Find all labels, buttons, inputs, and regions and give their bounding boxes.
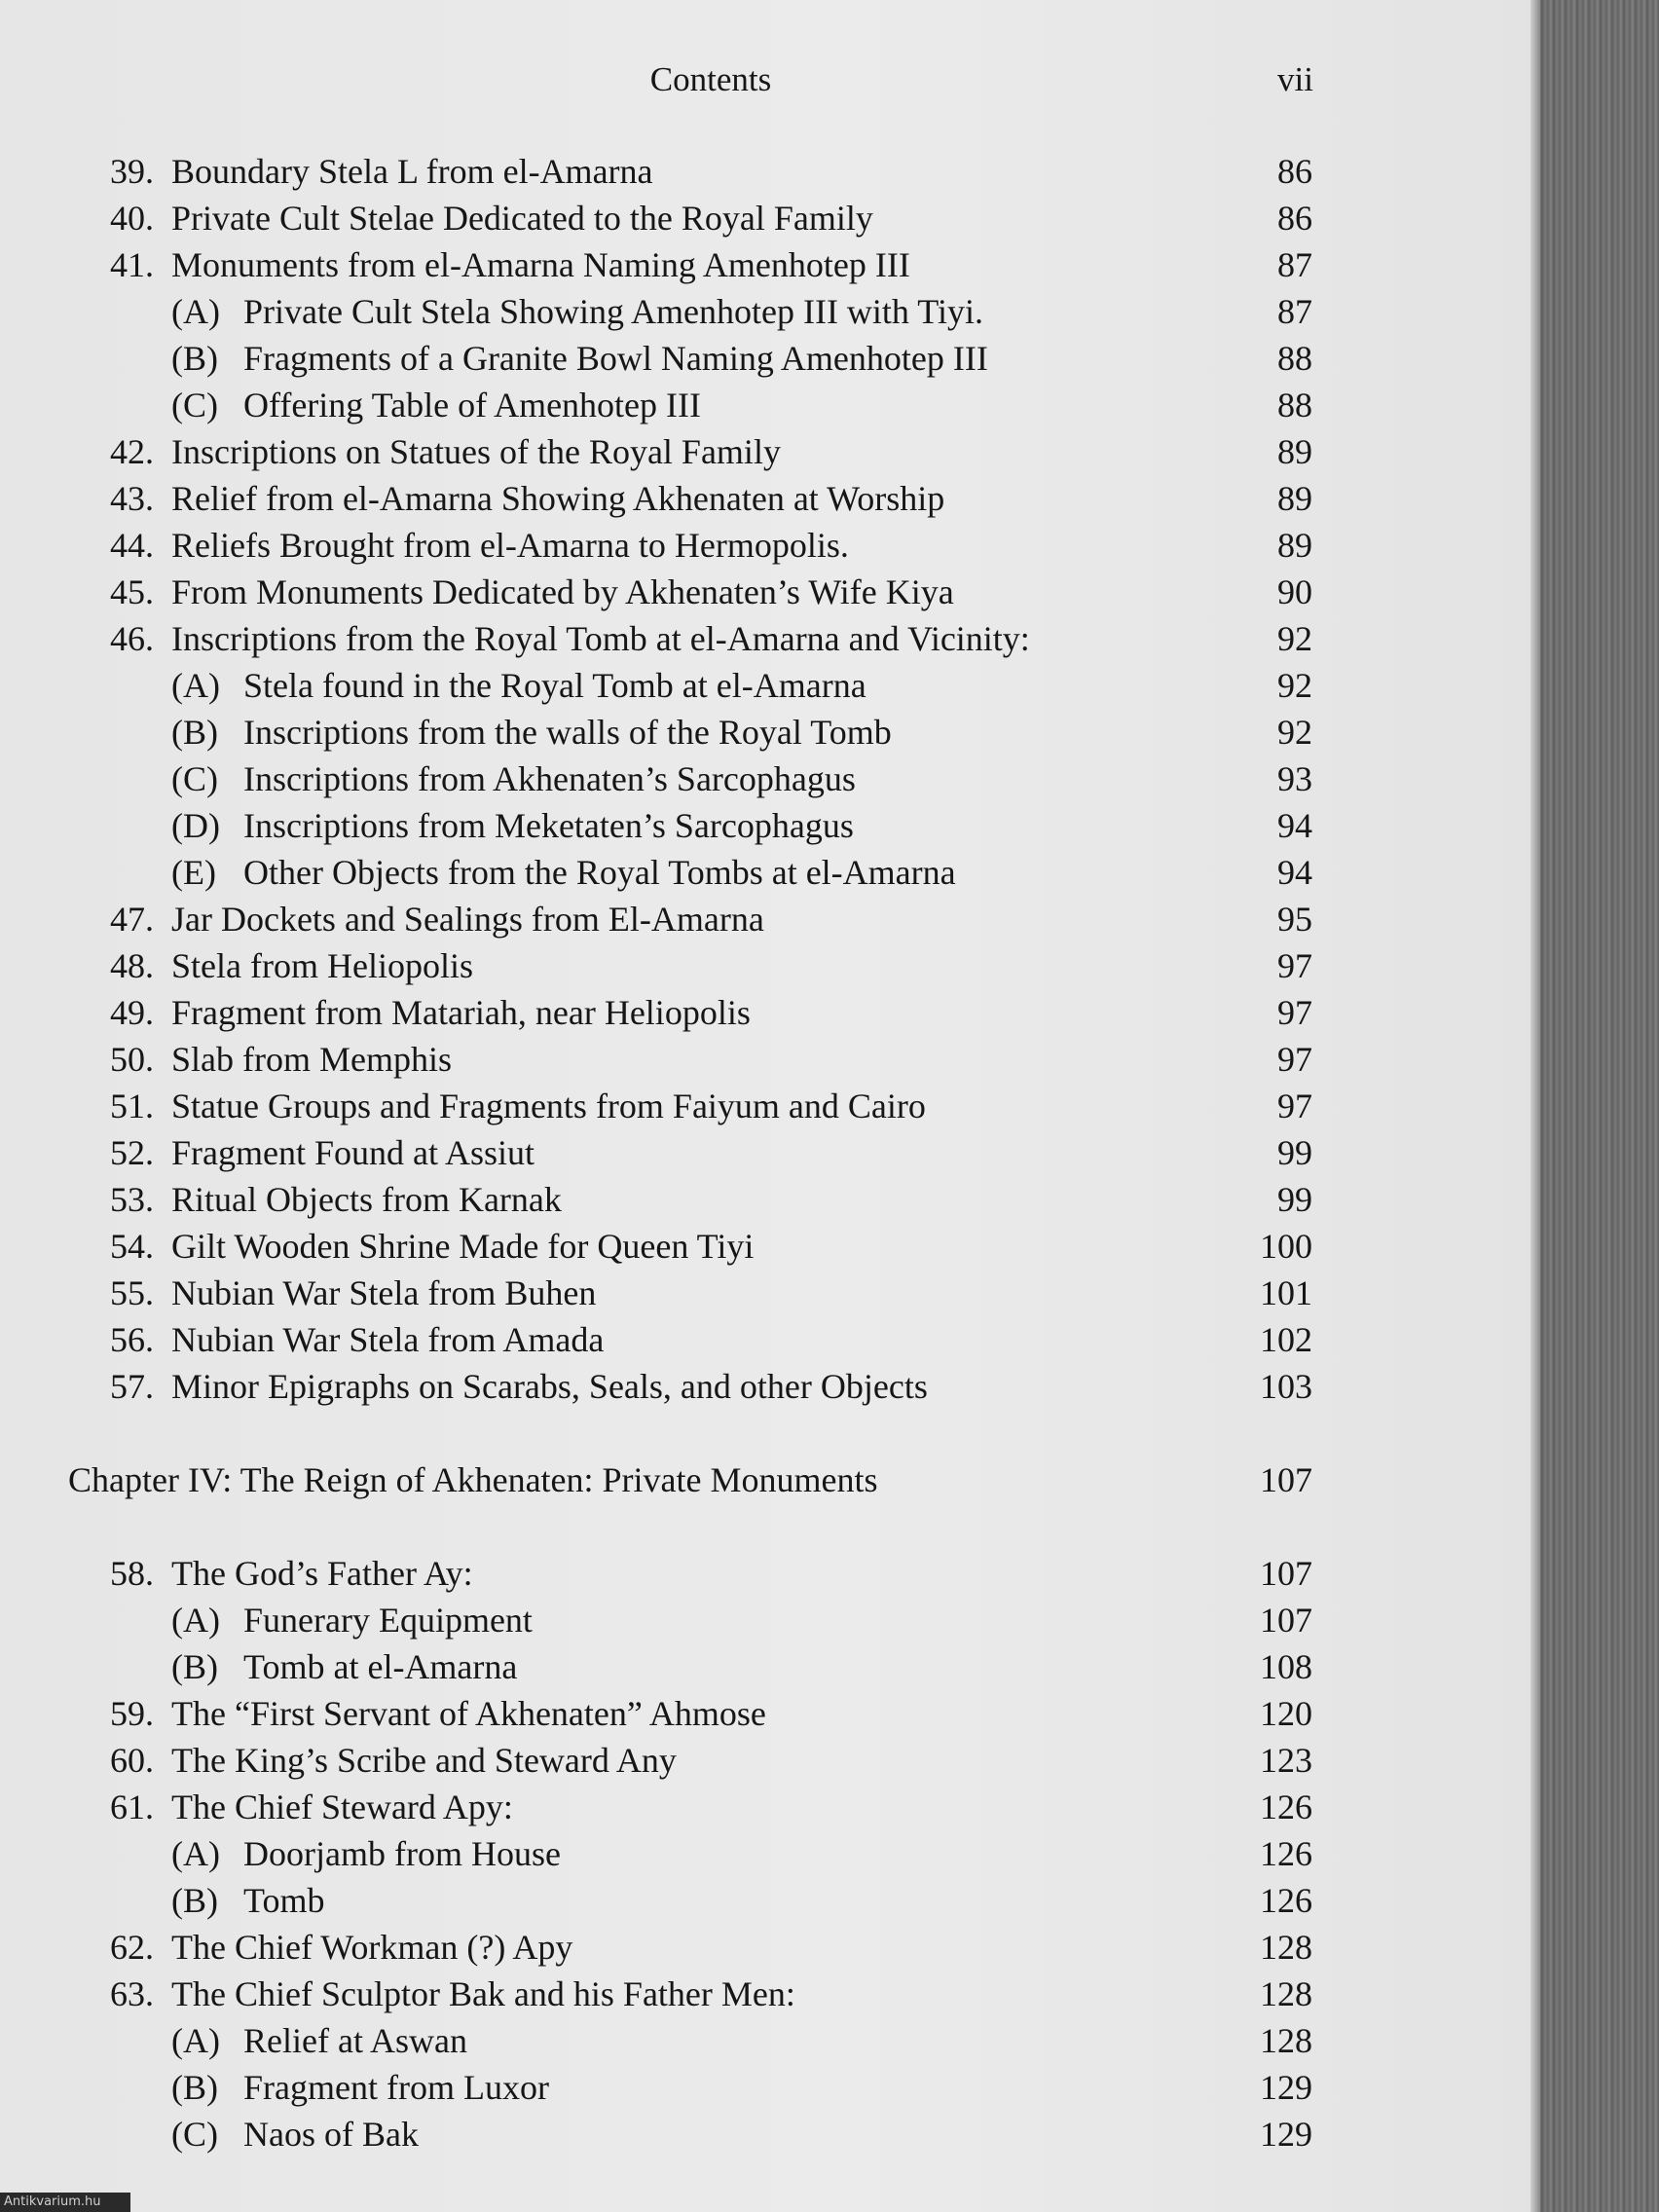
- toc-entry-number: 58.: [110, 1554, 154, 1593]
- toc-entry-number: 42.: [110, 432, 154, 471]
- toc-entry-title: Private Cult Stelae Dedicated to the Royal Family: [171, 199, 873, 238]
- toc-page-number: 97: [1277, 946, 1312, 985]
- toc-entry-title: Fragments of a Granite Bowl Naming Amenhotep III: [243, 339, 988, 378]
- table-of-contents: [0, 148, 1530, 2157]
- running-header: [0, 56, 1530, 105]
- toc-subentry: [0, 802, 1530, 849]
- toc-entry-title: Doorjamb from House: [243, 1834, 561, 1873]
- toc-page-number: 107: [1260, 1460, 1312, 1499]
- toc-page-number: 87: [1277, 245, 1312, 284]
- toc-entry-number: 60.: [110, 1741, 154, 1780]
- toc-entry: [0, 475, 1530, 522]
- toc-page-number: 99: [1277, 1180, 1312, 1219]
- toc-entry-title: The King’s Scribe and Steward Any: [171, 1741, 677, 1780]
- toc-entry: [0, 1036, 1530, 1083]
- toc-entry-title: Relief at Aswan: [243, 2021, 467, 2060]
- toc-entry-title: Inscriptions from Meketaten’s Sarcophagus: [243, 806, 854, 845]
- toc-entry-title: The Chief Steward Apy:: [171, 1788, 513, 1826]
- toc-subentry: [0, 849, 1530, 896]
- toc-entry: [0, 1690, 1530, 1737]
- toc-entry-number: (A): [171, 292, 220, 331]
- toc-entry-title: The Chief Sculptor Bak and his Father Men:: [171, 1974, 795, 2013]
- toc-page-number: 128: [1260, 1928, 1312, 1967]
- toc-entry-number: 41.: [110, 245, 154, 284]
- toc-subentry: [0, 1643, 1530, 1690]
- toc-page-number: 97: [1277, 1087, 1312, 1125]
- toc-entry-number: 47.: [110, 900, 154, 939]
- toc-entry-number: (E): [171, 853, 216, 892]
- toc-entry: [0, 569, 1530, 615]
- book-binding-edge: [1530, 0, 1659, 2212]
- toc-entry-number: 63.: [110, 1974, 154, 2013]
- toc-entry: [0, 148, 1530, 195]
- running-title: Contents: [649, 60, 772, 98]
- toc-page-number: 88: [1277, 386, 1312, 424]
- toc-entry: [0, 1316, 1530, 1363]
- toc-page-number: 94: [1277, 853, 1312, 892]
- toc-entry-title: Tomb: [243, 1881, 325, 1920]
- toc-subentry: [0, 756, 1530, 802]
- toc-entry-title: Inscriptions from Akhenaten’s Sarcophagus: [243, 759, 856, 798]
- toc-entry-number: (A): [171, 666, 220, 705]
- toc-entry-title: Inscriptions from the walls of the Royal Tomb: [243, 713, 892, 752]
- toc-entry-number: 40.: [110, 199, 154, 238]
- toc-page-number: 100: [1260, 1227, 1312, 1266]
- toc-entry: [0, 428, 1530, 475]
- toc-entry-title: Stela from Heliopolis: [171, 946, 473, 985]
- toc-entry-number: (B): [171, 713, 218, 752]
- toc-subentry: [0, 2017, 1530, 2064]
- toc-entry-number: (C): [171, 2115, 218, 2154]
- toc-entry-number: 39.: [110, 152, 154, 191]
- toc-subentry: [0, 2111, 1530, 2157]
- toc-entry-number: 48.: [110, 946, 154, 985]
- toc-entry: [0, 896, 1530, 942]
- toc-entry-title: Offering Table of Amenhotep III: [243, 386, 702, 424]
- toc-subentry: [0, 1877, 1530, 1924]
- toc-subentry: [0, 2064, 1530, 2111]
- toc-entry-title: Naos of Bak: [243, 2115, 419, 2154]
- toc-page-number: 97: [1277, 993, 1312, 1032]
- toc-entry: [0, 241, 1530, 288]
- toc-entry-number: 55.: [110, 1273, 154, 1312]
- toc-page-number: 86: [1277, 152, 1312, 191]
- toc-entry: [0, 1784, 1530, 1830]
- toc-entry-number: 51.: [110, 1087, 154, 1125]
- toc-page-number: 92: [1277, 619, 1312, 658]
- toc-entry-title: From Monuments Dedicated by Akhenaten’s Wife Kiya: [171, 572, 954, 611]
- toc-page-number: 97: [1277, 1040, 1312, 1079]
- toc-entry-number: 57.: [110, 1367, 154, 1406]
- toc-subentry: [0, 382, 1530, 428]
- toc-entry-number: 45.: [110, 572, 154, 611]
- toc-entry-title: Inscriptions on Statues of the Royal Family: [171, 432, 781, 471]
- toc-entry-title: Fragment from Matariah, near Heliopolis: [171, 993, 751, 1032]
- toc-page-number: 126: [1260, 1788, 1312, 1826]
- toc-entry-number: 61.: [110, 1788, 154, 1826]
- toc-entry-number: (B): [171, 339, 218, 378]
- toc-entry-title: Minor Epigraphs on Scarabs, Seals, and other Objects: [171, 1367, 928, 1406]
- toc-entry-title: The God’s Father Ay:: [171, 1554, 473, 1593]
- toc-entry-number: 53.: [110, 1180, 154, 1219]
- toc-entry-number: 43.: [110, 479, 154, 518]
- toc-entry-number: (A): [171, 1834, 220, 1873]
- toc-page-number: 107: [1260, 1554, 1312, 1593]
- toc-entry: [0, 522, 1530, 569]
- toc-page-number: 128: [1260, 2021, 1312, 2060]
- toc-entry-title: Ritual Objects from Karnak: [171, 1180, 562, 1219]
- toc-entry-title: The “First Servant of Akhenaten” Ahmose: [171, 1694, 766, 1733]
- toc-entry-number: (C): [171, 759, 218, 798]
- toc-entry-title: Funerary Equipment: [243, 1601, 533, 1640]
- toc-page-number: 102: [1260, 1320, 1312, 1359]
- toc-entry-number: 46.: [110, 619, 154, 658]
- toc-entry-title: Relief from el-Amarna Showing Akhenaten at Worship: [171, 479, 945, 518]
- toc-entry-title: Nubian War Stela from Buhen: [171, 1273, 597, 1312]
- toc-page-number: 92: [1277, 666, 1312, 705]
- toc-entry-title: Private Cult Stela Showing Amenhotep III with Tiyi.: [243, 292, 984, 331]
- toc-subentry: [0, 662, 1530, 709]
- toc-entry-number: 49.: [110, 993, 154, 1032]
- toc-entry-number: (A): [171, 2021, 220, 2060]
- toc-subentry: [0, 288, 1530, 335]
- toc-page-number: 107: [1260, 1601, 1312, 1640]
- toc-entry: [0, 1737, 1530, 1784]
- toc-page-number: 126: [1260, 1881, 1312, 1920]
- toc-entry-number: (D): [171, 806, 220, 845]
- toc-entry-number: 59.: [110, 1694, 154, 1733]
- toc-page-number: 87: [1277, 292, 1312, 331]
- toc-entry-number: 54.: [110, 1227, 154, 1266]
- toc-entry: [0, 1223, 1530, 1270]
- folio-number: vii: [1277, 60, 1313, 98]
- toc-page-number: 90: [1277, 572, 1312, 611]
- toc-entry-title: Fragment Found at Assiut: [171, 1133, 535, 1172]
- toc-entry-number: 56.: [110, 1320, 154, 1359]
- toc-page-number: 89: [1277, 432, 1312, 471]
- toc-entry-title: The Chief Workman (?) Apy: [171, 1928, 573, 1967]
- toc-entry-number: 62.: [110, 1928, 154, 1967]
- toc-page-number: 94: [1277, 806, 1312, 845]
- toc-subentry: [0, 335, 1530, 382]
- toc-subentry: [0, 709, 1530, 756]
- toc-page-number: 92: [1277, 713, 1312, 752]
- toc-entry-number: 52.: [110, 1133, 154, 1172]
- toc-page-number: 129: [1260, 2115, 1312, 2154]
- toc-page-number: 93: [1277, 759, 1312, 798]
- toc-entry-title: Jar Dockets and Sealings from El-Amarna: [171, 900, 764, 939]
- toc-entry-title: Monuments from el-Amarna Naming Amenhotep III: [171, 245, 910, 284]
- toc-entry: [0, 1176, 1530, 1223]
- toc-entry-number: 50.: [110, 1040, 154, 1079]
- toc-entry-title: Boundary Stela L from el-Amarna: [171, 152, 653, 191]
- toc-entry-title: Inscriptions from the Royal Tomb at el-Amarna and Vicinity:: [171, 619, 1030, 658]
- toc-entry-number: (B): [171, 1647, 218, 1686]
- toc-subentry: [0, 1830, 1530, 1877]
- toc-subentry: [0, 1597, 1530, 1643]
- toc-page-number: 89: [1277, 526, 1312, 565]
- toc-entry-title: Slab from Memphis: [171, 1040, 452, 1079]
- toc-entry: [0, 942, 1530, 989]
- toc-page-number: 101: [1260, 1273, 1312, 1312]
- toc-entry-number: (C): [171, 386, 218, 424]
- toc-page-number: 123: [1260, 1741, 1312, 1780]
- toc-entry-title: Other Objects from the Royal Tombs at el-Amarna: [243, 853, 956, 892]
- toc-page-number: 120: [1260, 1694, 1312, 1733]
- toc-entry: [0, 1924, 1530, 1971]
- toc-page-number: 88: [1277, 339, 1312, 378]
- toc-entry: [0, 615, 1530, 662]
- toc-entry: [0, 1550, 1530, 1597]
- toc-entry-number: (A): [171, 1601, 220, 1640]
- toc-entry: [0, 1971, 1530, 2017]
- toc-page-number: 95: [1277, 900, 1312, 939]
- toc-entry: [0, 1083, 1530, 1129]
- toc-entry-title: Reliefs Brought from el-Amarna to Hermopolis.: [171, 526, 849, 565]
- toc-page-number: 86: [1277, 199, 1312, 238]
- toc-chapter-heading: [0, 1456, 1530, 1503]
- toc-entry-title: Gilt Wooden Shrine Made for Queen Tiyi: [171, 1227, 755, 1266]
- toc-entry: [0, 1363, 1530, 1410]
- toc-entry-title: Stela found in the Royal Tomb at el-Amarna: [243, 666, 866, 705]
- toc-entry: [0, 195, 1530, 241]
- toc-entry: [0, 1270, 1530, 1316]
- toc-page-number: 128: [1260, 1974, 1312, 2013]
- toc-entry-number: (B): [171, 1881, 218, 1920]
- toc-page-number: 129: [1260, 2068, 1312, 2107]
- toc-page-number: 89: [1277, 479, 1312, 518]
- toc-entry-title: Statue Groups and Fragments from Faiyum and Cairo: [171, 1087, 926, 1125]
- watermark: Antikvarium.hu: [0, 2193, 130, 2212]
- toc-page-number: 103: [1260, 1367, 1312, 1406]
- toc-page-number: 108: [1260, 1647, 1312, 1686]
- toc-entry-number: (B): [171, 2068, 218, 2107]
- toc-entry: [0, 1129, 1530, 1176]
- toc-page-number: 99: [1277, 1133, 1312, 1172]
- toc-entry-number: 44.: [110, 526, 154, 565]
- toc-entry-title: Chapter IV: The Reign of Akhenaten: Private Monuments: [68, 1460, 878, 1499]
- toc-page-number: 126: [1260, 1834, 1312, 1873]
- toc-entry-title: Tomb at el-Amarna: [243, 1647, 518, 1686]
- toc-entry-title: Fragment from Luxor: [243, 2068, 549, 2107]
- toc-entry-title: Nubian War Stela from Amada: [171, 1320, 605, 1359]
- toc-entry: [0, 989, 1530, 1036]
